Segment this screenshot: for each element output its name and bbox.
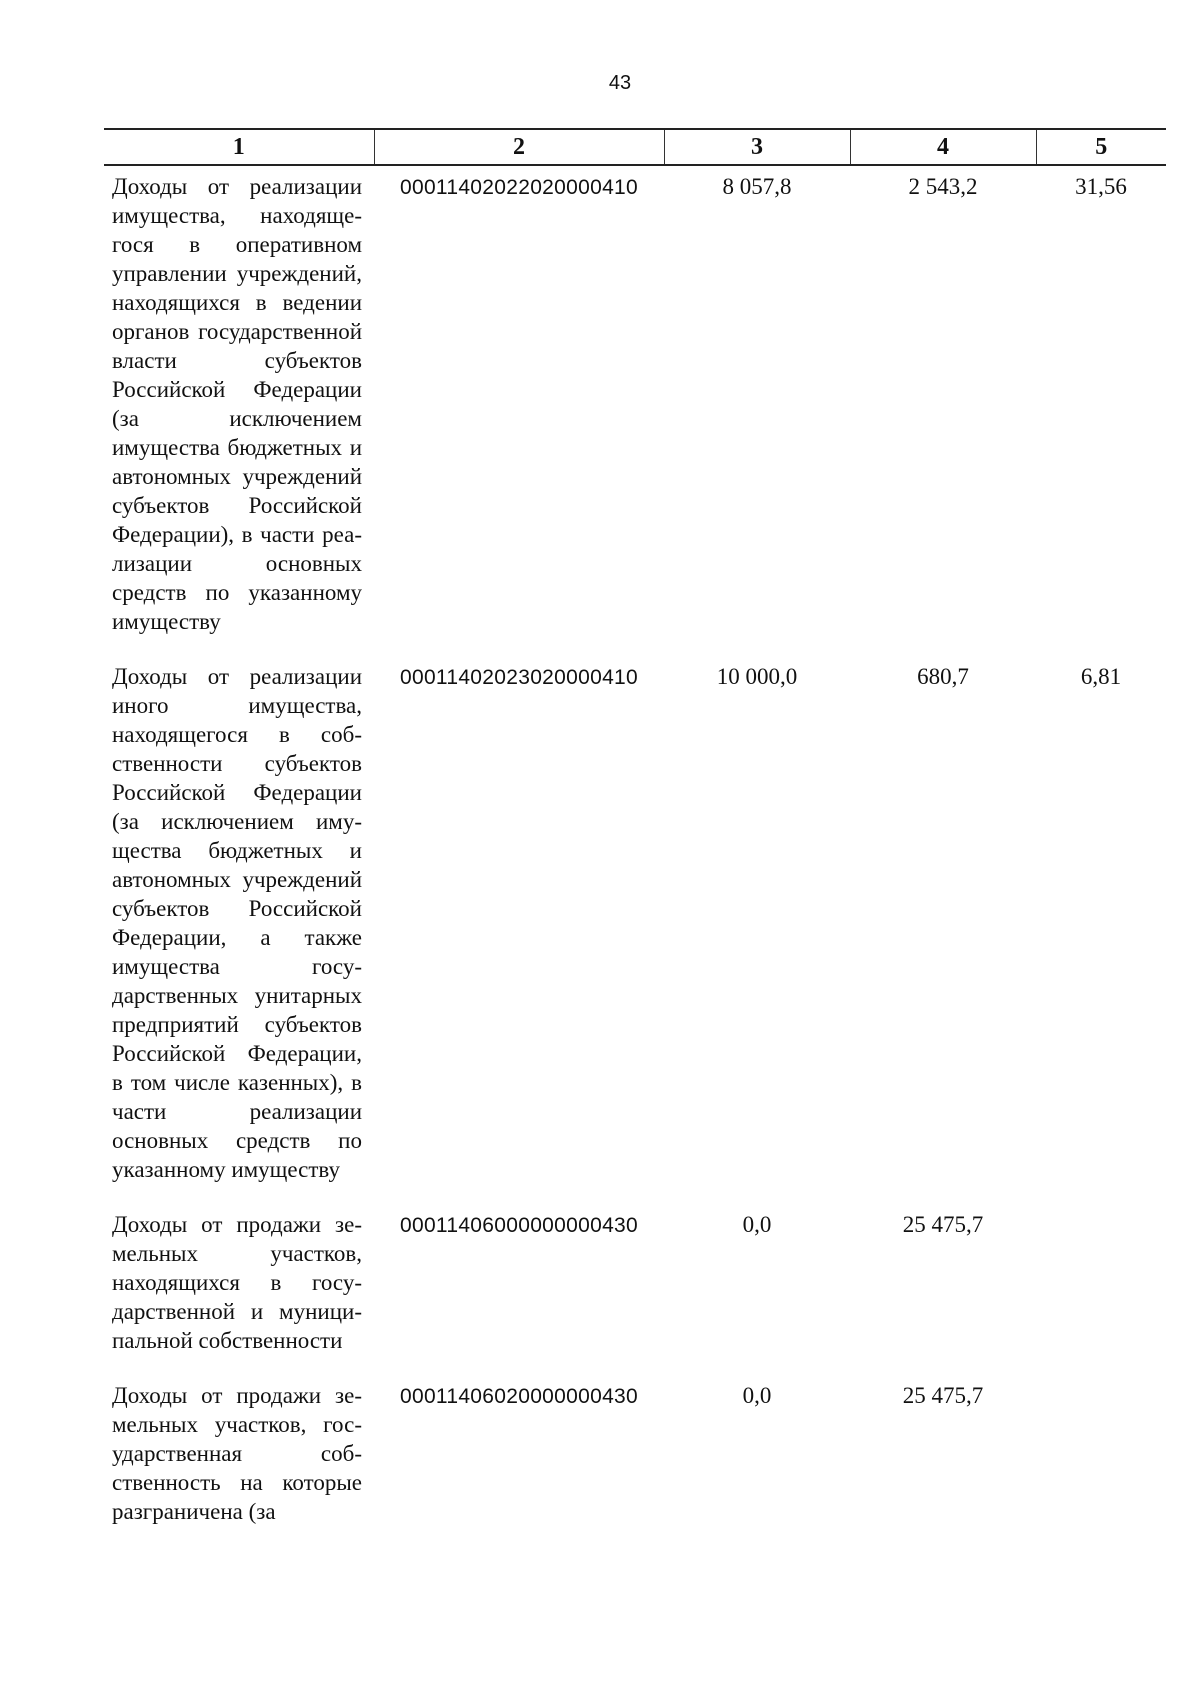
revenue-code: 00011406020000000430 xyxy=(399,1385,639,1408)
revenue-name: Доходы от реализации иного имущества, находящегося в собственности субъектов Российской Федерации (за исключением имущества бюджетных и автономных учреждений субъектов Российской Федерации, а также имущества государственных унитарных предприятий субъектов Российской Федерации, в том числе казенных), в части реализации основных средств по указанному имуществу xyxy=(112,664,362,1182)
header-col-4: 4 xyxy=(850,129,1036,165)
value-col-5: 31,56 xyxy=(1075,174,1127,199)
table-row xyxy=(104,165,1166,656)
table-body xyxy=(104,165,1166,1540)
value-col-5: 6,81 xyxy=(1080,664,1122,689)
revenue-code: 00011406000000000430 xyxy=(399,1214,639,1237)
value-col-5 xyxy=(1036,1375,1166,1540)
value-col-4: 25 475,7 xyxy=(902,1212,984,1237)
value-col-4: 2 543,2 xyxy=(908,174,978,199)
table-header xyxy=(104,129,1166,165)
value-col-3: 0,0 xyxy=(742,1383,772,1408)
revenue-code: 00011402022020000410 xyxy=(399,176,639,199)
table-row xyxy=(104,1375,1166,1540)
header-col-5: 5 xyxy=(1036,129,1166,165)
table-row xyxy=(104,1204,1166,1375)
value-col-4: 680,7 xyxy=(917,664,969,689)
revenue-name: Доходы от реализации имущества, находящегося в оперативном управлении учреждений, находящихся в ведении органов государственной власти субъектов Российской Федерации (за исключением имущества бюджетных и автономных учреждений субъектов Российской Федерации), в части реализации основных средств по указанному имуществу xyxy=(112,174,362,634)
header-row xyxy=(104,129,1166,165)
value-col-3: 10 000,0 xyxy=(716,664,798,689)
value-col-5 xyxy=(1036,1204,1166,1375)
header-col-2: 2 xyxy=(374,129,664,165)
value-col-3: 8 057,8 xyxy=(722,174,792,199)
header-col-1: 1 xyxy=(104,129,374,165)
revenue-table xyxy=(104,128,1166,1540)
value-col-4: 25 475,7 xyxy=(902,1383,984,1408)
value-col-3: 0,0 xyxy=(742,1212,772,1237)
header-col-3: 3 xyxy=(664,129,850,165)
page-number: 43 xyxy=(608,72,632,94)
revenue-name: Доходы от продажи земельных участков, находящихся в государственной и муниципальной собственности xyxy=(112,1212,362,1353)
table-row xyxy=(104,656,1166,1204)
revenue-name: Доходы от продажи земельных участков, государственная собственность на которые разграничена (за xyxy=(112,1383,362,1524)
revenue-code: 00011402023020000410 xyxy=(399,666,639,689)
